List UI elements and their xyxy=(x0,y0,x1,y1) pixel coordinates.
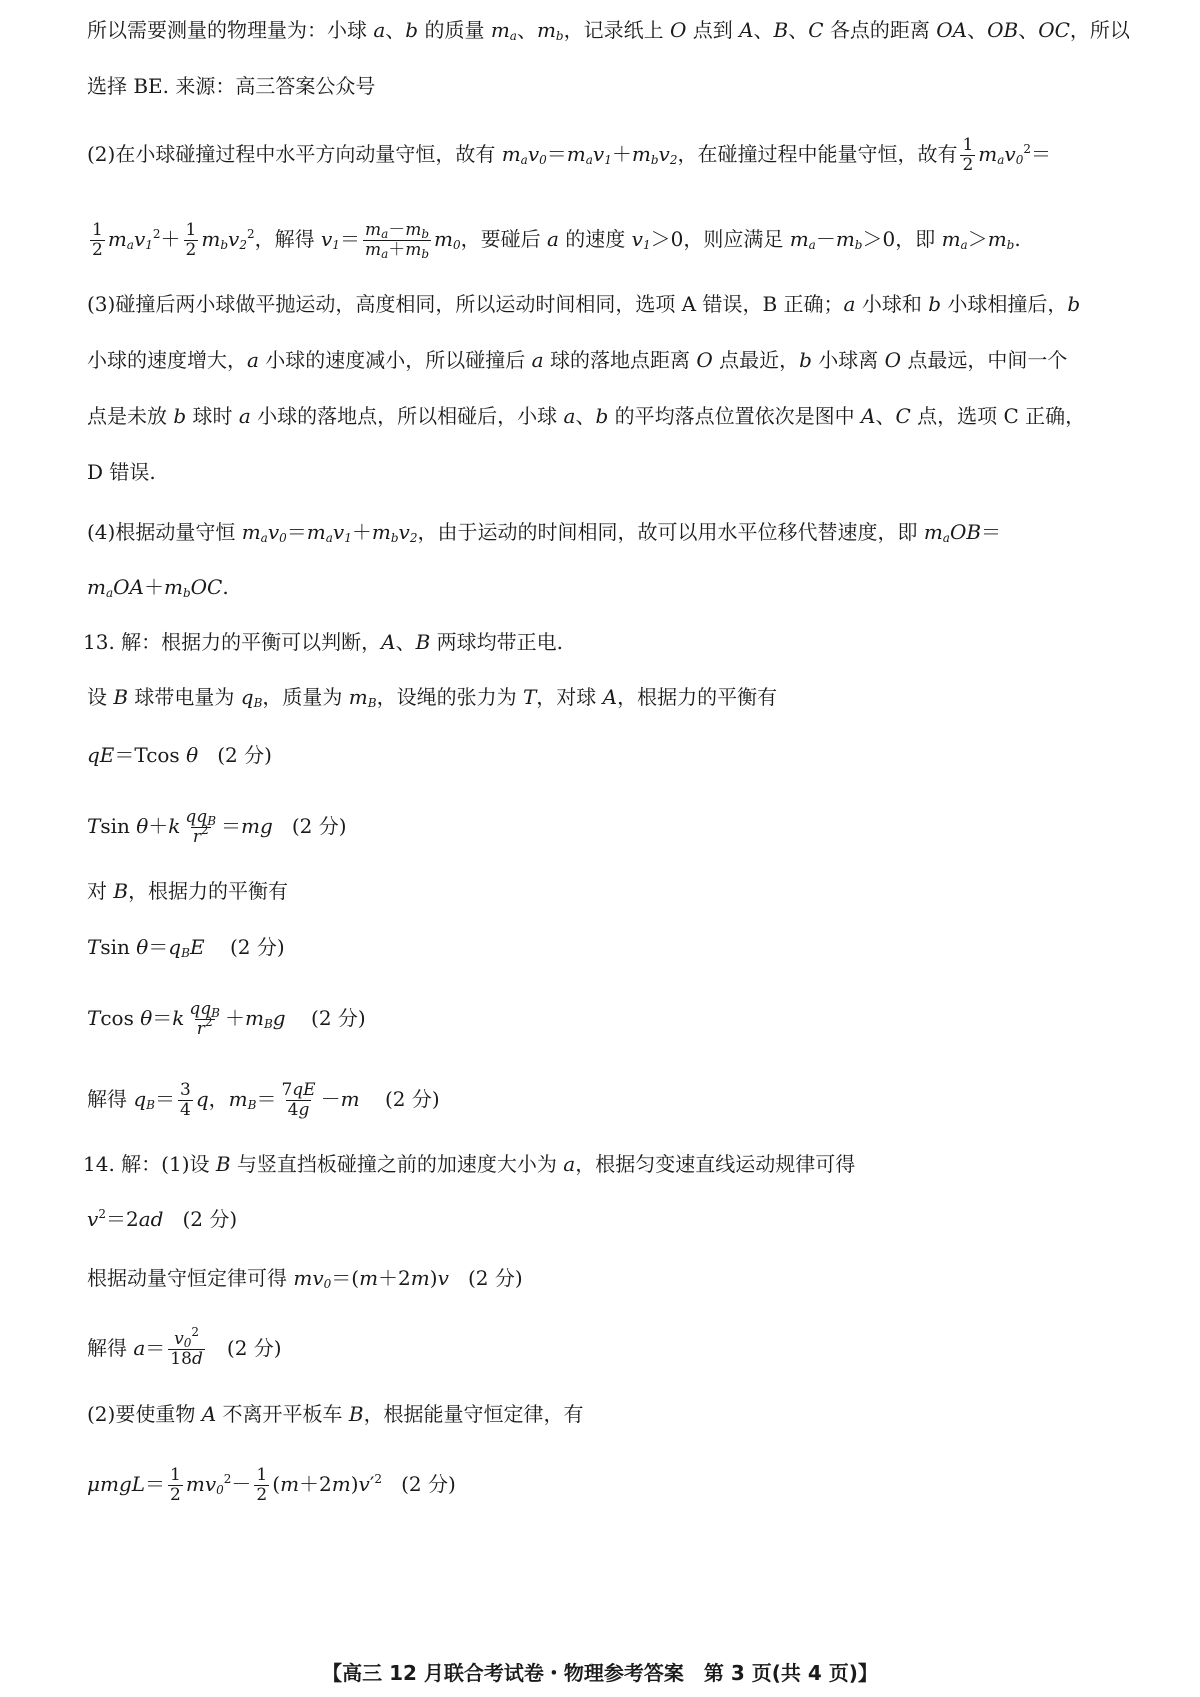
fraction: $\frac{1}{2}$ xyxy=(92,220,103,260)
equation-13-5: 解得 $q_B=$ $\frac{3}{4}$ q，$m_B=$ $\frac{7qE}{4g}$ －m (2 分) xyxy=(87,1080,440,1120)
text-span: 小球的速度减小，所以碰撞后 xyxy=(258,348,532,372)
text-span: 小球的落地点，所以相碰后，小球 xyxy=(250,404,564,428)
text-span: ，由于运动的时间相同，故可以用水平位移代替速度，即 xyxy=(417,520,924,544)
text-span: 各点的距离 xyxy=(829,18,937,42)
equation-13-1: qE＝Tcos θ (2 分) xyxy=(87,743,272,767)
text-span: 与竖直挡板碰撞之前的加速度大小为 xyxy=(230,1152,564,1176)
text-span: 的平均落点位置依次是图中 xyxy=(608,404,862,428)
score-label: (2 分) xyxy=(384,1087,440,1111)
text-span: ，在碰撞过程中能量守恒，故有 xyxy=(677,142,958,166)
fraction: $\frac{3}{4}$ xyxy=(180,1080,191,1120)
score-label: (2 分) xyxy=(401,1472,456,1496)
answer-12-1-line-2: 选择 BE. 来源：高三答案公众号 xyxy=(87,74,376,98)
fraction: $\frac{v_0^2}{18d}$ xyxy=(170,1325,203,1369)
answer-12-3-line-2: 小球的速度增大，a 小球的速度减小，所以碰撞后 a 球的落地点距离 O 点最近，b 小球离 O 点最远，中间一个 xyxy=(87,348,1068,372)
text-span: ，根据力的平衡有 xyxy=(617,685,778,709)
text-span: 两球均带正电. xyxy=(430,630,564,654)
text-span: 小球相撞后， xyxy=(941,292,1068,316)
page-footer: 【高三 12 月联合考试卷・物理参考答案 第 3 页(共 4 页)】 xyxy=(322,1661,878,1685)
fraction: $\frac{qq_B}{r^2}$ xyxy=(185,807,217,847)
answer-12-4-line-2: $m_aOA+m_bOC$. xyxy=(87,575,229,600)
equation-14-1: $v^2=2ad$ (2 分) xyxy=(87,1207,238,1231)
text-span: (4)根据动量守恒 xyxy=(87,520,242,544)
score-label: (2 分) xyxy=(182,1207,238,1231)
answer-12-1-line-1: 所以需要测量的物理量为：小球 a、b 的质量 $m_a$、$m_b$，记录纸上 O 点到 A、B、C 各点的距离 OA、OB、OC，所以 xyxy=(87,18,1130,43)
text-span: 小球离 xyxy=(811,348,885,372)
text-span: 球带电量为 xyxy=(128,685,241,709)
text-span: 小球和 xyxy=(855,292,929,316)
text-span: (3)碰撞后两小球做平抛运动，高度相同，所以运动时间相同，选项 A 错误，B 正确； xyxy=(87,292,844,316)
text-span: 点，选项 C 正确， xyxy=(910,404,1086,428)
score-label: (2 分) xyxy=(217,743,272,767)
text-span: ，解得 xyxy=(254,227,321,251)
fraction: $\frac{1}{2}$ xyxy=(170,1465,181,1505)
fraction: $\frac{qq_B}{r^2}$ xyxy=(189,999,220,1039)
fraction: $\frac{7qE}{4g}$ xyxy=(281,1080,316,1120)
text-span: 的质量 xyxy=(424,18,491,42)
answer-14-heading: 14. 解：(1)设 B 与竖直挡板碰撞之前的加速度大小为 a，根据匀变速直线运动规律可得 xyxy=(83,1152,856,1176)
text-span: 球的落地点距离 xyxy=(543,348,697,372)
fraction: $\frac{1}{2}$ xyxy=(256,1465,268,1505)
score-label: (2 分) xyxy=(291,814,347,838)
text-span: ，根据匀变速直线运动规律可得 xyxy=(575,1152,856,1176)
text-span: (2)在小球碰撞过程中水平方向动量守恒，故有 xyxy=(87,142,502,166)
text-span: ，即 xyxy=(895,227,942,251)
text-span: 14. 解：(1)设 xyxy=(83,1152,216,1176)
score-label: (2 分) xyxy=(467,1266,523,1290)
text-span: 点到 xyxy=(692,18,740,42)
text-span: 球时 xyxy=(186,404,239,428)
text-span: 小球的速度增大， xyxy=(87,348,247,372)
answer-13-for-b: 对 B，根据力的平衡有 xyxy=(87,879,289,903)
answer-13-heading: 13. 解：根据力的平衡可以判断，A、B 两球均带正电. xyxy=(83,630,564,654)
text-span: 点最远，中间一个 xyxy=(901,348,1068,372)
text-span: 点是未放 xyxy=(87,404,174,428)
text-span: ，所以 xyxy=(1069,18,1130,42)
answer-12-3-line-3: 点是未放 b 球时 a 小球的落地点，所以相碰后，小球 a、b 的平均落点位置依次是图中 A、C 点，选项 C 正确， xyxy=(87,404,1086,428)
text-span: 点最近， xyxy=(712,348,800,372)
answer-12-3-line-4: D 错误. xyxy=(87,460,156,484)
score-label: (2 分) xyxy=(311,1006,366,1030)
text-span: 设 xyxy=(87,685,114,709)
text-span: ，根据能量守恒定律，有 xyxy=(363,1402,584,1426)
answer-12-3-line-1: (3)碰撞后两小球做平抛运动，高度相同，所以运动时间相同，选项 A 错误，B 正确；a 小球和 b 小球相撞后，b xyxy=(87,292,1081,316)
answer-12-4-line-1: (4)根据动量守恒 $m_av_0=m_av_1+m_bv_2$，由于运动的时间相同，故可以用水平位移代替速度，即 $m_aOB=$ xyxy=(87,520,1002,545)
equation-14-4: μmgL＝ $\frac{1}{2}$ $mv_0^2-$ $\frac{1}{2}$ $(m+2m)v'^2$ (2 分) xyxy=(87,1465,456,1505)
text-span: ，记录纸上 xyxy=(563,18,670,42)
text-span: 不离开平板车 xyxy=(216,1402,349,1426)
fraction: $\frac{m_a-m_b}{m_a+m_b}$ xyxy=(364,220,430,261)
text-span: 根据动量守恒定律可得 xyxy=(87,1266,294,1290)
text-span: 所以需要测量的物理量为：小球 xyxy=(87,18,374,42)
score-label: (2 分) xyxy=(226,1336,282,1360)
equation-13-4: Tcos θ＝k $\frac{qq_B}{r^2}$ $+m_Bg$ (2 分) xyxy=(87,999,366,1039)
text-span: ，则应满足 xyxy=(683,227,790,251)
text-span: 的速度 xyxy=(558,227,632,251)
answer-14-2-setup: (2)要使重物 A 不离开平板车 B，根据能量守恒定律，有 xyxy=(87,1402,584,1426)
score-label: (2 分) xyxy=(229,935,285,959)
text-span: ，根据力的平衡有 xyxy=(128,879,289,903)
text-span: ，质量为 xyxy=(262,685,349,709)
text-span: ，设绳的张力为 xyxy=(376,685,523,709)
equation-14-2: 根据动量守恒定律可得 $mv_0=(m+2m)v$ (2 分) xyxy=(87,1266,523,1291)
text-span: 解得 xyxy=(87,1336,134,1360)
text-span: 对 xyxy=(87,879,114,903)
text-span: ，要碰后 xyxy=(460,227,547,251)
fraction: $\frac{1}{2}$ xyxy=(185,220,197,260)
text-span: (2)要使重物 xyxy=(87,1402,202,1426)
text-span: 13. 解：根据力的平衡可以判断， xyxy=(83,630,382,654)
fraction: $\frac{1}{2}$ xyxy=(962,135,974,175)
answer-12-2-line-2: $\frac{1}{2}$ $m_av_1^2+$ $\frac{1}{2}$ $m_bv_2^2$，解得 $v_1=$ $\frac{m_a-m_b}{m_a+m_b}$ $m_0$，要碰后 a 的速度 $v_1>0$，则应满足 $m_a-m_b>0$，即 $m_a>m_b$. xyxy=(92,220,1021,261)
answer-13-setup: 设 B 球带电量为 $q_B$，质量为 $m_B$，设绳的张力为 T，对球 A，根据力的平衡有 xyxy=(87,685,778,710)
equation-13-2: Tsin θ＋k $\frac{qq_B}{r^2}$ ＝mg (2 分) xyxy=(87,807,347,847)
text-span: 解得 xyxy=(87,1087,134,1111)
equation-14-3: 解得 a＝ $\frac{v_0^2}{18d}$ (2 分) xyxy=(87,1325,282,1369)
text-span: ，对球 xyxy=(536,685,603,709)
answer-12-2-line-1: (2)在小球碰撞过程中水平方向动量守恒，故有 $m_av_0=m_av_1+m_bv_2$，在碰撞过程中能量守恒，故有 $\frac{1}{2}$ $m_av_0^2=$ xyxy=(87,135,1051,175)
equation-13-3: Tsin $\theta=q_BE$ (2 分) xyxy=(87,935,285,960)
